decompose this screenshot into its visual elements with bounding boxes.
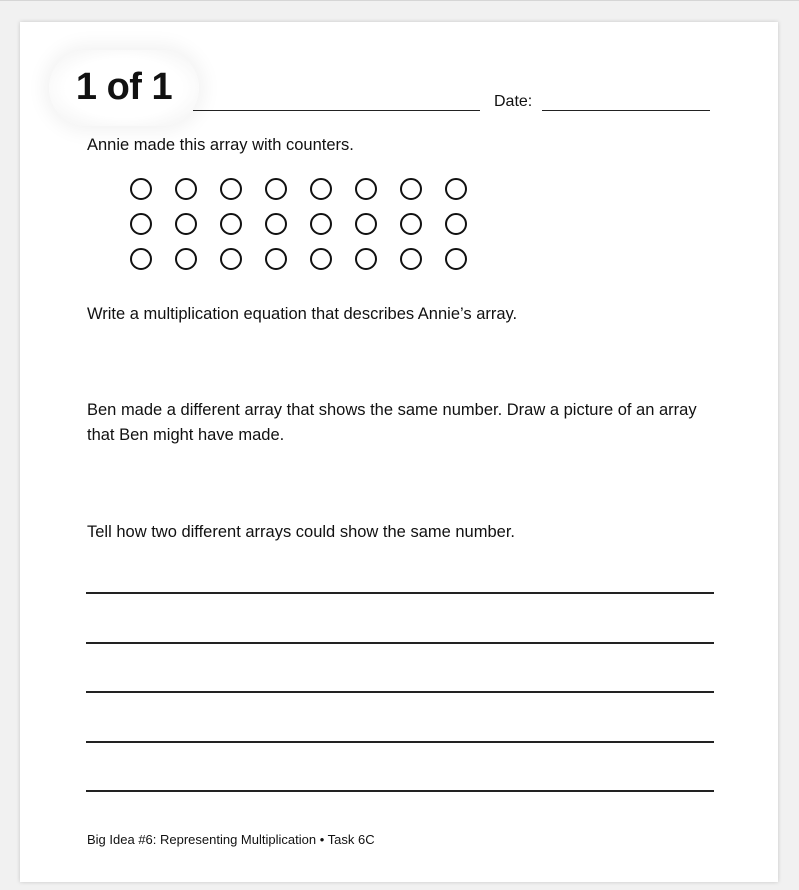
- counter-circle: [265, 213, 287, 235]
- counter-circle: [220, 248, 242, 270]
- counter-circle: [310, 248, 332, 270]
- counter-circle: [445, 248, 467, 270]
- counter-circle: [400, 178, 422, 200]
- top-border: [0, 0, 799, 1]
- answer-line: [86, 642, 714, 644]
- answer-line: [86, 790, 714, 792]
- counter-circle: [445, 213, 467, 235]
- counter-circle: [400, 248, 422, 270]
- counter-circle: [310, 213, 332, 235]
- answer-line: [86, 691, 714, 693]
- question-annie-array: Annie made this array with counters.: [87, 136, 354, 154]
- counter-circle: [355, 178, 377, 200]
- counter-circle: [445, 178, 467, 200]
- counter-circle: [265, 178, 287, 200]
- counter-circle: [175, 248, 197, 270]
- question-explain-arrays: Tell how two different arrays could show the same number.: [87, 523, 515, 541]
- answer-line: [86, 741, 714, 743]
- date-blank-line: [542, 110, 710, 111]
- counter-circle: [130, 248, 152, 270]
- counter-circle: [175, 178, 197, 200]
- counter-circle: [265, 248, 287, 270]
- answer-line: [86, 592, 714, 594]
- counter-circle: [130, 213, 152, 235]
- page-counter-badge: [49, 50, 199, 126]
- footer-caption: Big Idea #6: Representing Multiplication • Task 6C: [87, 832, 375, 847]
- counter-circle: [355, 213, 377, 235]
- counter-circle: [220, 213, 242, 235]
- counter-circle: [400, 213, 422, 235]
- counter-circle: [355, 248, 377, 270]
- counter-circle: [220, 178, 242, 200]
- counter-circle: [310, 178, 332, 200]
- counter-circle: [130, 178, 152, 200]
- page-counter-text: 1 of 1: [75, 66, 173, 108]
- name-blank-line: [193, 110, 480, 111]
- counter-circle: [175, 213, 197, 235]
- question-write-equation: Write a multiplication equation that describes Annie’s array.: [87, 305, 518, 323]
- date-label: Date:: [494, 93, 533, 110]
- question-ben-array: Ben made a different array that shows the same number. Draw a picture of an array that Ben might have made.: [87, 401, 697, 444]
